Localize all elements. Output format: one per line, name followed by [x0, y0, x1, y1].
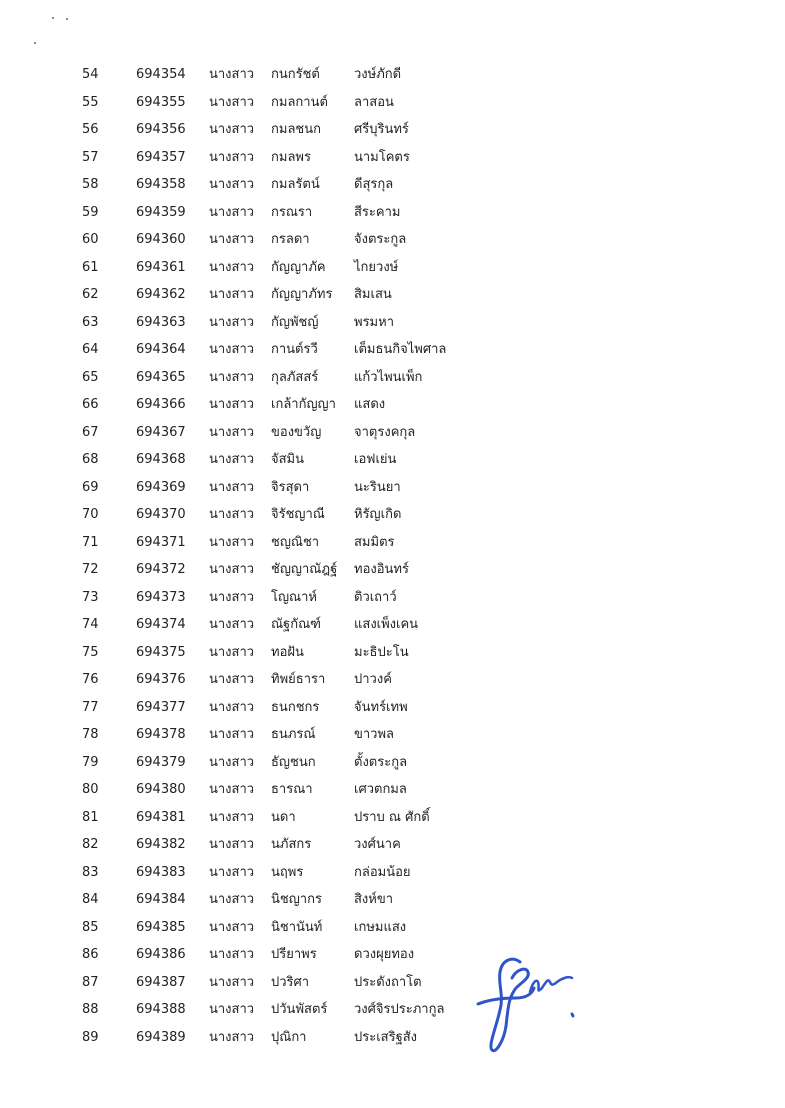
row-number: 64: [82, 342, 99, 357]
last-name: ดวงผุยทอง: [354, 947, 415, 962]
row-number: 67: [82, 424, 99, 440]
table-row: [0, 914, 785, 942]
first-name: ปวริศา: [271, 974, 310, 990]
student-id: 694388: [136, 1002, 186, 1017]
last-name: ขาวพล: [354, 727, 395, 742]
student-id: 694374: [136, 617, 186, 632]
signature-dot: [572, 1014, 573, 1016]
student-id: 694379: [136, 754, 186, 770]
row-number: 83: [82, 864, 99, 880]
last-name: ประดังถาโต: [354, 974, 422, 990]
table-row: [0, 584, 785, 612]
row-number: 88: [82, 1002, 99, 1017]
table-row: [0, 61, 785, 89]
first-name: นิชานันท์: [271, 919, 323, 935]
row-number: 87: [82, 974, 99, 990]
first-name: นิชญากร: [271, 892, 322, 907]
student-id: 694376: [136, 672, 186, 687]
first-name: ทอฝัน: [271, 644, 304, 660]
student-id: 694362: [136, 287, 186, 302]
table-row: [0, 886, 785, 914]
last-name: สีระคาม: [354, 204, 401, 220]
row-number: 82: [82, 837, 99, 852]
row-number: 63: [82, 314, 99, 330]
first-name: กมลชนก: [271, 122, 321, 137]
student-id: 694371: [136, 534, 186, 550]
row-number: 65: [82, 369, 99, 385]
name-title: นางสาว: [209, 974, 255, 990]
table-row: [0, 309, 785, 337]
table-row: [0, 281, 785, 309]
student-id: 694356: [136, 122, 186, 137]
last-name: จังตระกูล: [354, 232, 407, 247]
last-name: ปาวงค์: [354, 672, 392, 687]
student-id: 694361: [136, 259, 186, 275]
table-row: [0, 666, 785, 694]
row-number: 55: [82, 94, 99, 110]
name-title: นางสาว: [209, 507, 255, 522]
table-row: [0, 804, 785, 832]
row-number: 86: [82, 947, 99, 962]
first-name: กรลดา: [271, 232, 310, 247]
name-title: นางสาว: [209, 287, 255, 302]
first-name: จิรัชญาณี: [271, 507, 325, 522]
name-title: นางสาว: [209, 479, 255, 495]
table-row: [0, 694, 785, 722]
table-row: [0, 831, 785, 859]
table-row: [0, 776, 785, 804]
scan-speck: [52, 17, 54, 19]
first-name: กนกรัชต์: [271, 67, 320, 82]
first-name: กัญญาภัค: [271, 259, 326, 275]
last-name: จาตุรงคกุล: [354, 424, 416, 440]
student-id: 694386: [136, 947, 186, 962]
name-title: นางสาว: [209, 314, 255, 330]
first-name: นภัสกร: [271, 837, 312, 852]
table-row: [0, 721, 785, 749]
table-row: [0, 749, 785, 777]
name-title: นางสาว: [209, 837, 255, 852]
first-name: กมลรัตน์: [271, 177, 320, 192]
row-number: 59: [82, 204, 99, 220]
row-number: 72: [82, 562, 99, 577]
first-name: ทิพย์ธารา: [271, 672, 326, 687]
first-name: กัญญาภัทร: [271, 287, 333, 302]
student-id: 694381: [136, 809, 186, 825]
last-name: นามโคตร: [354, 149, 410, 165]
student-id: 694354: [136, 67, 186, 82]
last-name: จันทร์เทพ: [354, 699, 408, 715]
name-title: นางสาว: [209, 1002, 255, 1017]
last-name: วงษ์ภักดี: [354, 67, 402, 82]
last-name: เอฟเย่น: [354, 452, 397, 467]
name-title: นางสาว: [209, 259, 255, 275]
first-name: ธารณา: [271, 782, 313, 797]
last-name: สิงห์ขา: [354, 892, 394, 907]
name-title: นางสาว: [209, 947, 255, 962]
last-name: กล่อมน้อย: [354, 864, 411, 880]
first-name: ปวันพัสตร์: [271, 1002, 328, 1017]
first-name: ณัฐกัณฑ์: [271, 617, 321, 632]
name-title: นางสาว: [209, 232, 255, 247]
row-number: 60: [82, 232, 99, 247]
row-number: 58: [82, 177, 99, 192]
first-name: ปุณิกา: [271, 1029, 307, 1045]
table-row: [0, 1024, 785, 1052]
handwritten-signature: [472, 948, 582, 1060]
table-row: [0, 116, 785, 144]
last-name: สิมเสน: [354, 287, 392, 302]
row-number: 85: [82, 919, 99, 935]
first-name: ปรียาพร: [271, 947, 317, 962]
first-name: โญณาห์: [271, 589, 317, 605]
signature-loop-stroke: [491, 959, 528, 1050]
student-id: 694373: [136, 589, 186, 605]
first-name: ธนภรณ์: [271, 727, 316, 742]
row-number: 75: [82, 644, 99, 660]
table-row: [0, 996, 785, 1024]
student-id: 694367: [136, 424, 186, 440]
name-title: นางสาว: [209, 67, 255, 82]
student-id: 694365: [136, 369, 186, 385]
row-number: 78: [82, 727, 99, 742]
scan-speck: [34, 42, 36, 44]
name-title: นางสาว: [209, 177, 255, 192]
row-number: 79: [82, 754, 99, 770]
first-name: ธนกชกร: [271, 699, 320, 715]
name-title: นางสาว: [209, 782, 255, 797]
student-id: 694355: [136, 94, 186, 110]
last-name: ติวเถาว์: [354, 589, 397, 605]
table-row: [0, 254, 785, 282]
last-name: สมมิตร: [354, 534, 395, 550]
row-number: 61: [82, 259, 99, 275]
table-row: [0, 474, 785, 502]
row-number: 69: [82, 479, 99, 495]
student-id: 694380: [136, 782, 186, 797]
first-name: กมลกานต์: [271, 94, 328, 110]
name-title: นางสาว: [209, 562, 255, 577]
table-row: [0, 941, 785, 969]
student-id: 694357: [136, 149, 186, 165]
student-id: 694368: [136, 452, 186, 467]
name-title: นางสาว: [209, 342, 255, 357]
student-id: 694360: [136, 232, 186, 247]
name-title: นางสาว: [209, 754, 255, 770]
first-name: ธัญชนก: [271, 754, 316, 770]
row-number: 56: [82, 122, 99, 137]
student-id: 694358: [136, 177, 186, 192]
table-row: [0, 859, 785, 887]
row-number: 84: [82, 892, 99, 907]
student-id: 694366: [136, 397, 186, 412]
last-name: พรมหา: [354, 314, 394, 330]
row-number: 57: [82, 149, 99, 165]
name-title: นางสาว: [209, 617, 255, 632]
name-title: นางสาว: [209, 204, 255, 220]
last-name: ปราบ ณ ศักดิ์: [354, 809, 430, 825]
first-name: จัสมิน: [271, 452, 305, 467]
last-name: ดีสุรกุล: [354, 177, 394, 192]
table-row: [0, 364, 785, 392]
row-number: 81: [82, 809, 99, 825]
name-title: นางสาว: [209, 644, 255, 660]
signature-ink-strokes: [478, 959, 573, 1050]
name-title: นางสาว: [209, 122, 255, 137]
first-name: ของขวัญ: [271, 424, 322, 440]
student-id: 694364: [136, 342, 186, 357]
name-title: นางสาว: [209, 1029, 255, 1045]
signature-tail-stroke: [530, 977, 572, 992]
last-name: เต็มธนกิจไพศาล: [354, 342, 447, 357]
student-id: 694377: [136, 699, 186, 715]
table-row: [0, 171, 785, 199]
table-row: [0, 89, 785, 117]
first-name: ชญณิชา: [271, 534, 320, 550]
first-name: จิรสุดา: [271, 479, 310, 495]
name-title: นางสาว: [209, 589, 255, 605]
name-title: นางสาว: [209, 699, 255, 715]
table-row: [0, 611, 785, 639]
student-id: 694370: [136, 507, 186, 522]
table-row: [0, 446, 785, 474]
student-id: 694382: [136, 837, 186, 852]
name-title: นางสาว: [209, 397, 255, 412]
row-number: 89: [82, 1029, 99, 1045]
name-title: นางสาว: [209, 94, 255, 110]
name-title: นางสาว: [209, 424, 255, 440]
table-row: [0, 144, 785, 172]
last-name: ตั้งตระกูล: [354, 754, 408, 770]
name-title: นางสาว: [209, 727, 255, 742]
student-id: 694389: [136, 1029, 186, 1045]
last-name: ประเสริฐสัง: [354, 1029, 418, 1045]
scan-speck: [66, 18, 68, 20]
first-name: นดา: [271, 809, 296, 825]
table-row: [0, 556, 785, 584]
last-name: วงศ์จิรประภากูล: [354, 1002, 445, 1017]
student-id: 694384: [136, 892, 186, 907]
table-row: [0, 529, 785, 557]
first-name: กรณรา: [271, 204, 313, 220]
last-name: แสงเพ็งเคน: [354, 617, 419, 632]
last-name: วงศ์นาค: [354, 837, 401, 852]
first-name: ชัญญาณัฎฐ์: [271, 562, 338, 577]
name-title: นางสาว: [209, 892, 255, 907]
name-title: นางสาว: [209, 149, 255, 165]
last-name: มะธิปะโน: [354, 644, 409, 660]
table-row: [0, 969, 785, 997]
student-id: 694387: [136, 974, 186, 990]
name-title: นางสาว: [209, 864, 255, 880]
first-name: กมลพร: [271, 149, 311, 165]
student-id: 694363: [136, 314, 186, 330]
row-number: 54: [82, 67, 99, 82]
last-name: เกษมแสง: [354, 919, 407, 935]
table-row: [0, 391, 785, 419]
student-id: 694385: [136, 919, 186, 935]
last-name: หิรัญเกิด: [354, 507, 402, 522]
last-name: แสดง: [354, 397, 386, 412]
row-number: 80: [82, 782, 99, 797]
last-name: เศวตกมล: [354, 782, 407, 797]
name-title: นางสาว: [209, 809, 255, 825]
row-number: 76: [82, 672, 99, 687]
table-row: [0, 199, 785, 227]
last-name: ลาสอน: [354, 94, 394, 110]
last-name: ไกยวงษ์: [354, 259, 399, 275]
row-number: 68: [82, 452, 99, 467]
student-id: 694359: [136, 204, 186, 220]
row-number: 62: [82, 287, 99, 302]
row-number: 73: [82, 589, 99, 605]
student-id: 694369: [136, 479, 186, 495]
table-row: [0, 501, 785, 529]
student-id: 694378: [136, 727, 186, 742]
name-title: นางสาว: [209, 919, 255, 935]
signature-underline-stroke: [478, 988, 534, 1004]
row-number: 70: [82, 507, 99, 522]
table-row: [0, 226, 785, 254]
last-name: นะรินยา: [354, 479, 401, 495]
student-id: 694372: [136, 562, 186, 577]
first-name: กุลภัสสร์: [271, 369, 319, 385]
table-row: [0, 639, 785, 667]
student-id: 694375: [136, 644, 186, 660]
name-title: นางสาว: [209, 672, 255, 687]
row-number: 74: [82, 617, 99, 632]
student-roster: [0, 61, 785, 1051]
last-name: ทองอินทร์: [354, 562, 409, 577]
name-title: นางสาว: [209, 369, 255, 385]
table-row: [0, 336, 785, 364]
row-number: 66: [82, 397, 99, 412]
name-title: นางสาว: [209, 452, 255, 467]
first-name: กัญพัชญ์: [271, 314, 319, 330]
table-row: [0, 419, 785, 447]
first-name: กานต์รวี: [271, 342, 318, 357]
row-number: 71: [82, 534, 99, 550]
student-id: 694383: [136, 864, 186, 880]
first-name: นฤพร: [271, 864, 304, 880]
last-name: แก้วไพนเพ็ก: [354, 369, 423, 385]
name-title: นางสาว: [209, 534, 255, 550]
row-number: 77: [82, 699, 99, 715]
first-name: เกล้ากัญญา: [271, 397, 336, 412]
last-name: ศรีบุรินทร์: [354, 122, 409, 137]
